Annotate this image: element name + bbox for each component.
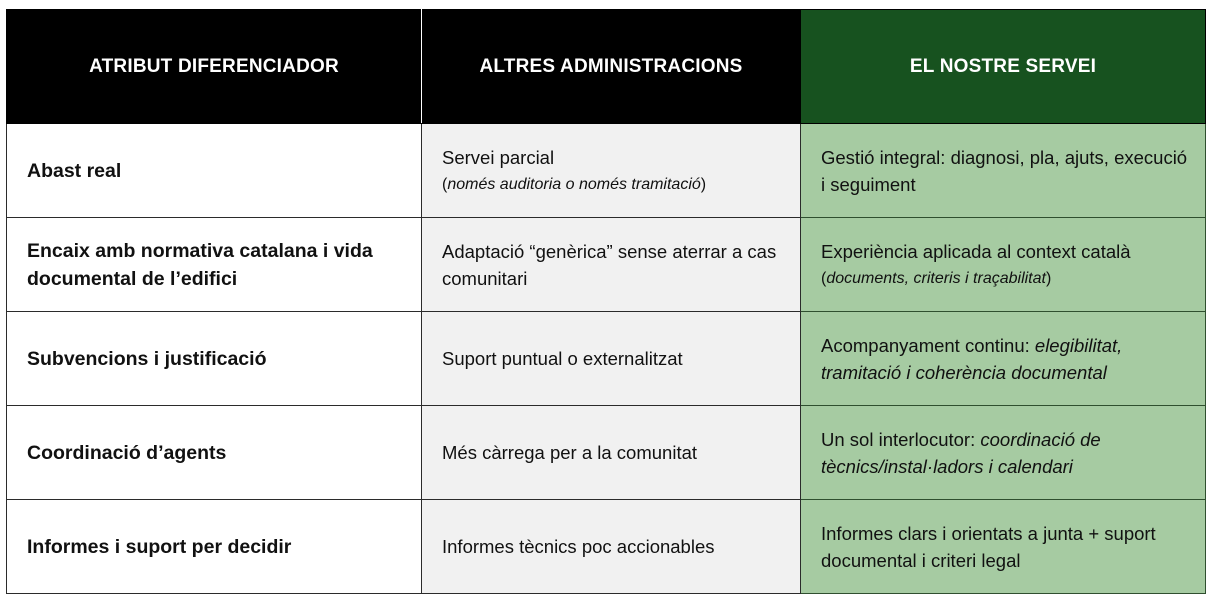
ours-main-text: Experiència aplicada al context català [821,240,1131,262]
others-note [442,171,786,198]
header-our-service: EL NOSTRE SERVEI [801,10,1206,124]
ours-cell [801,406,1206,500]
others-cell [422,500,801,594]
attribute-cell: Abast real [7,124,422,218]
header-attribute: ATRIBUT DIFERENCIADOR [7,10,422,124]
paren-close: ) [1045,269,1052,287]
others-main-text: Adaptació “genèrica” sense aterrar a cas comunitari [442,240,777,289]
ours-cell [801,218,1206,312]
ours-italic-text: documents, criteris i traçabilitat [826,269,1046,287]
others-italic-text: només auditoria o només tramitació [447,175,701,193]
table-row [7,500,1206,594]
table-row [7,124,1206,218]
others-main-text: Més càrrega per a la comunitat [442,442,698,463]
ours-main-text: Un sol interlocutor: [821,428,981,450]
attribute-cell: Informes i suport per decidir [7,500,422,594]
others-cell [422,312,801,406]
table-row [7,312,1206,406]
table-row [7,406,1206,500]
others-cell [422,124,801,218]
ours-italic-text: coordinació de tècnics/instal·ladors i calendari [821,428,1101,477]
others-main-text: Informes tècnics poc accionables [442,536,715,557]
paren-open: ( [821,269,827,287]
ours-cell [801,312,1206,406]
table-row [7,218,1206,312]
others-main-text: Suport puntual o externalitzat [442,348,683,369]
attribute-cell: Subvencions i justificació [7,312,422,406]
ours-main-text: Gestió integral: diagnosi, pla, ajuts, execució i seguiment [821,146,1188,195]
attribute-cell: Encaix amb normativa catalana i vida documental de l’edifici [7,218,422,312]
paren-open: ( [442,175,448,193]
ours-italic-text: elegibilitat, tramitació i coherència documental [821,334,1123,383]
comparison-table [6,9,1206,594]
ours-cell [801,124,1206,218]
ours-cell [801,500,1206,594]
comparison-table-container [6,9,1205,594]
paren-close: ) [700,175,707,193]
attribute-cell: Coordinació d’agents [7,406,422,500]
ours-main-text: Informes clars i orientats a junta + suport documental i criteri legal [821,522,1156,571]
ours-note [821,265,1191,292]
others-cell [422,218,801,312]
others-cell [422,406,801,500]
others-main-text: Servei parcial [442,146,555,168]
header-row [7,10,1206,124]
header-other-administrations: ALTRES ADMINISTRACIONS [422,10,801,124]
ours-main-text: Acompanyament continu: [821,334,1035,356]
